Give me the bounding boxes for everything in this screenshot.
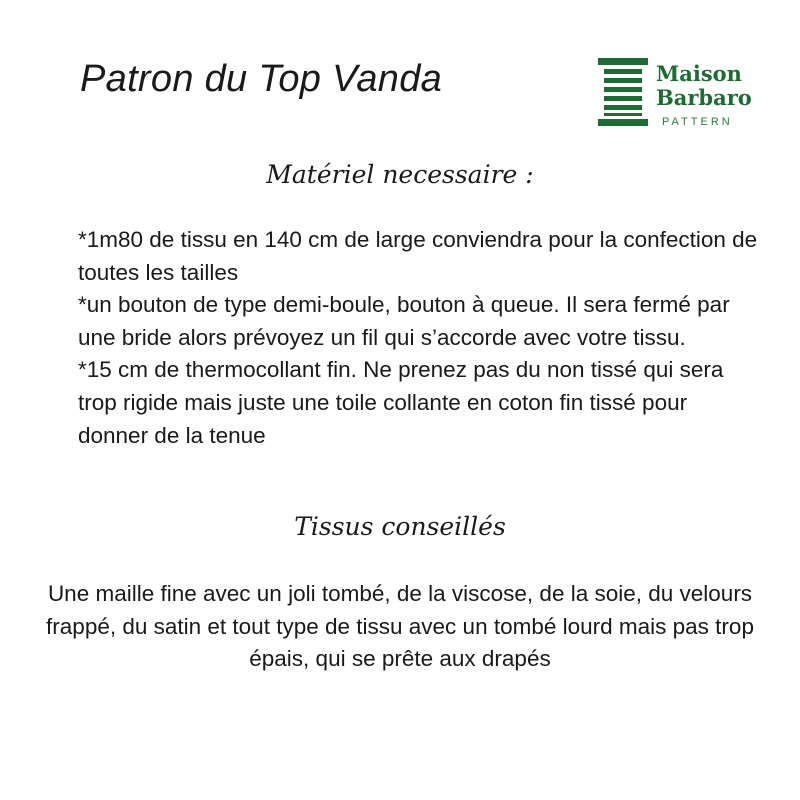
materials-item-fabric: *1m80 de tissu en 140 cm de large conviendra pour la confection de toutes les tailles — [78, 227, 758, 285]
fabrics-heading: Tissus conseillés — [294, 512, 506, 541]
materials-item-button: *un bouton de type demi-boule, bouton à queue. Il sera fermé par une bride alors prévoyez un fil qui s’accorde avec votre tissu. — [78, 292, 730, 350]
materials-list — [78, 224, 758, 452]
logo-wordmark — [656, 62, 752, 110]
logo-subtitle: PATTERN — [662, 116, 733, 128]
materials-item-interfacing: *15 cm de thermocollant fin. Ne prenez pas du non tissé qui sera trop rigide mais juste une toile collante en coton fin tissé pour donner de la tenue — [78, 357, 724, 448]
materials-heading: Matériel necessaire : — [266, 160, 534, 189]
fabrics-text: Une maille fine avec un joli tombé, de la viscose, de la soie, du velours frappé, du satin et tout type de tissu avec un tombé lourd mais pas trop épais, qui se prête aux drapés — [46, 581, 754, 672]
logo-line-2: Barbaro — [656, 85, 752, 110]
logo-line-1: Maison — [656, 61, 742, 86]
page-title: Patron du Top Vanda — [80, 58, 443, 100]
brand-logo — [598, 58, 768, 130]
spool-icon — [598, 58, 648, 126]
